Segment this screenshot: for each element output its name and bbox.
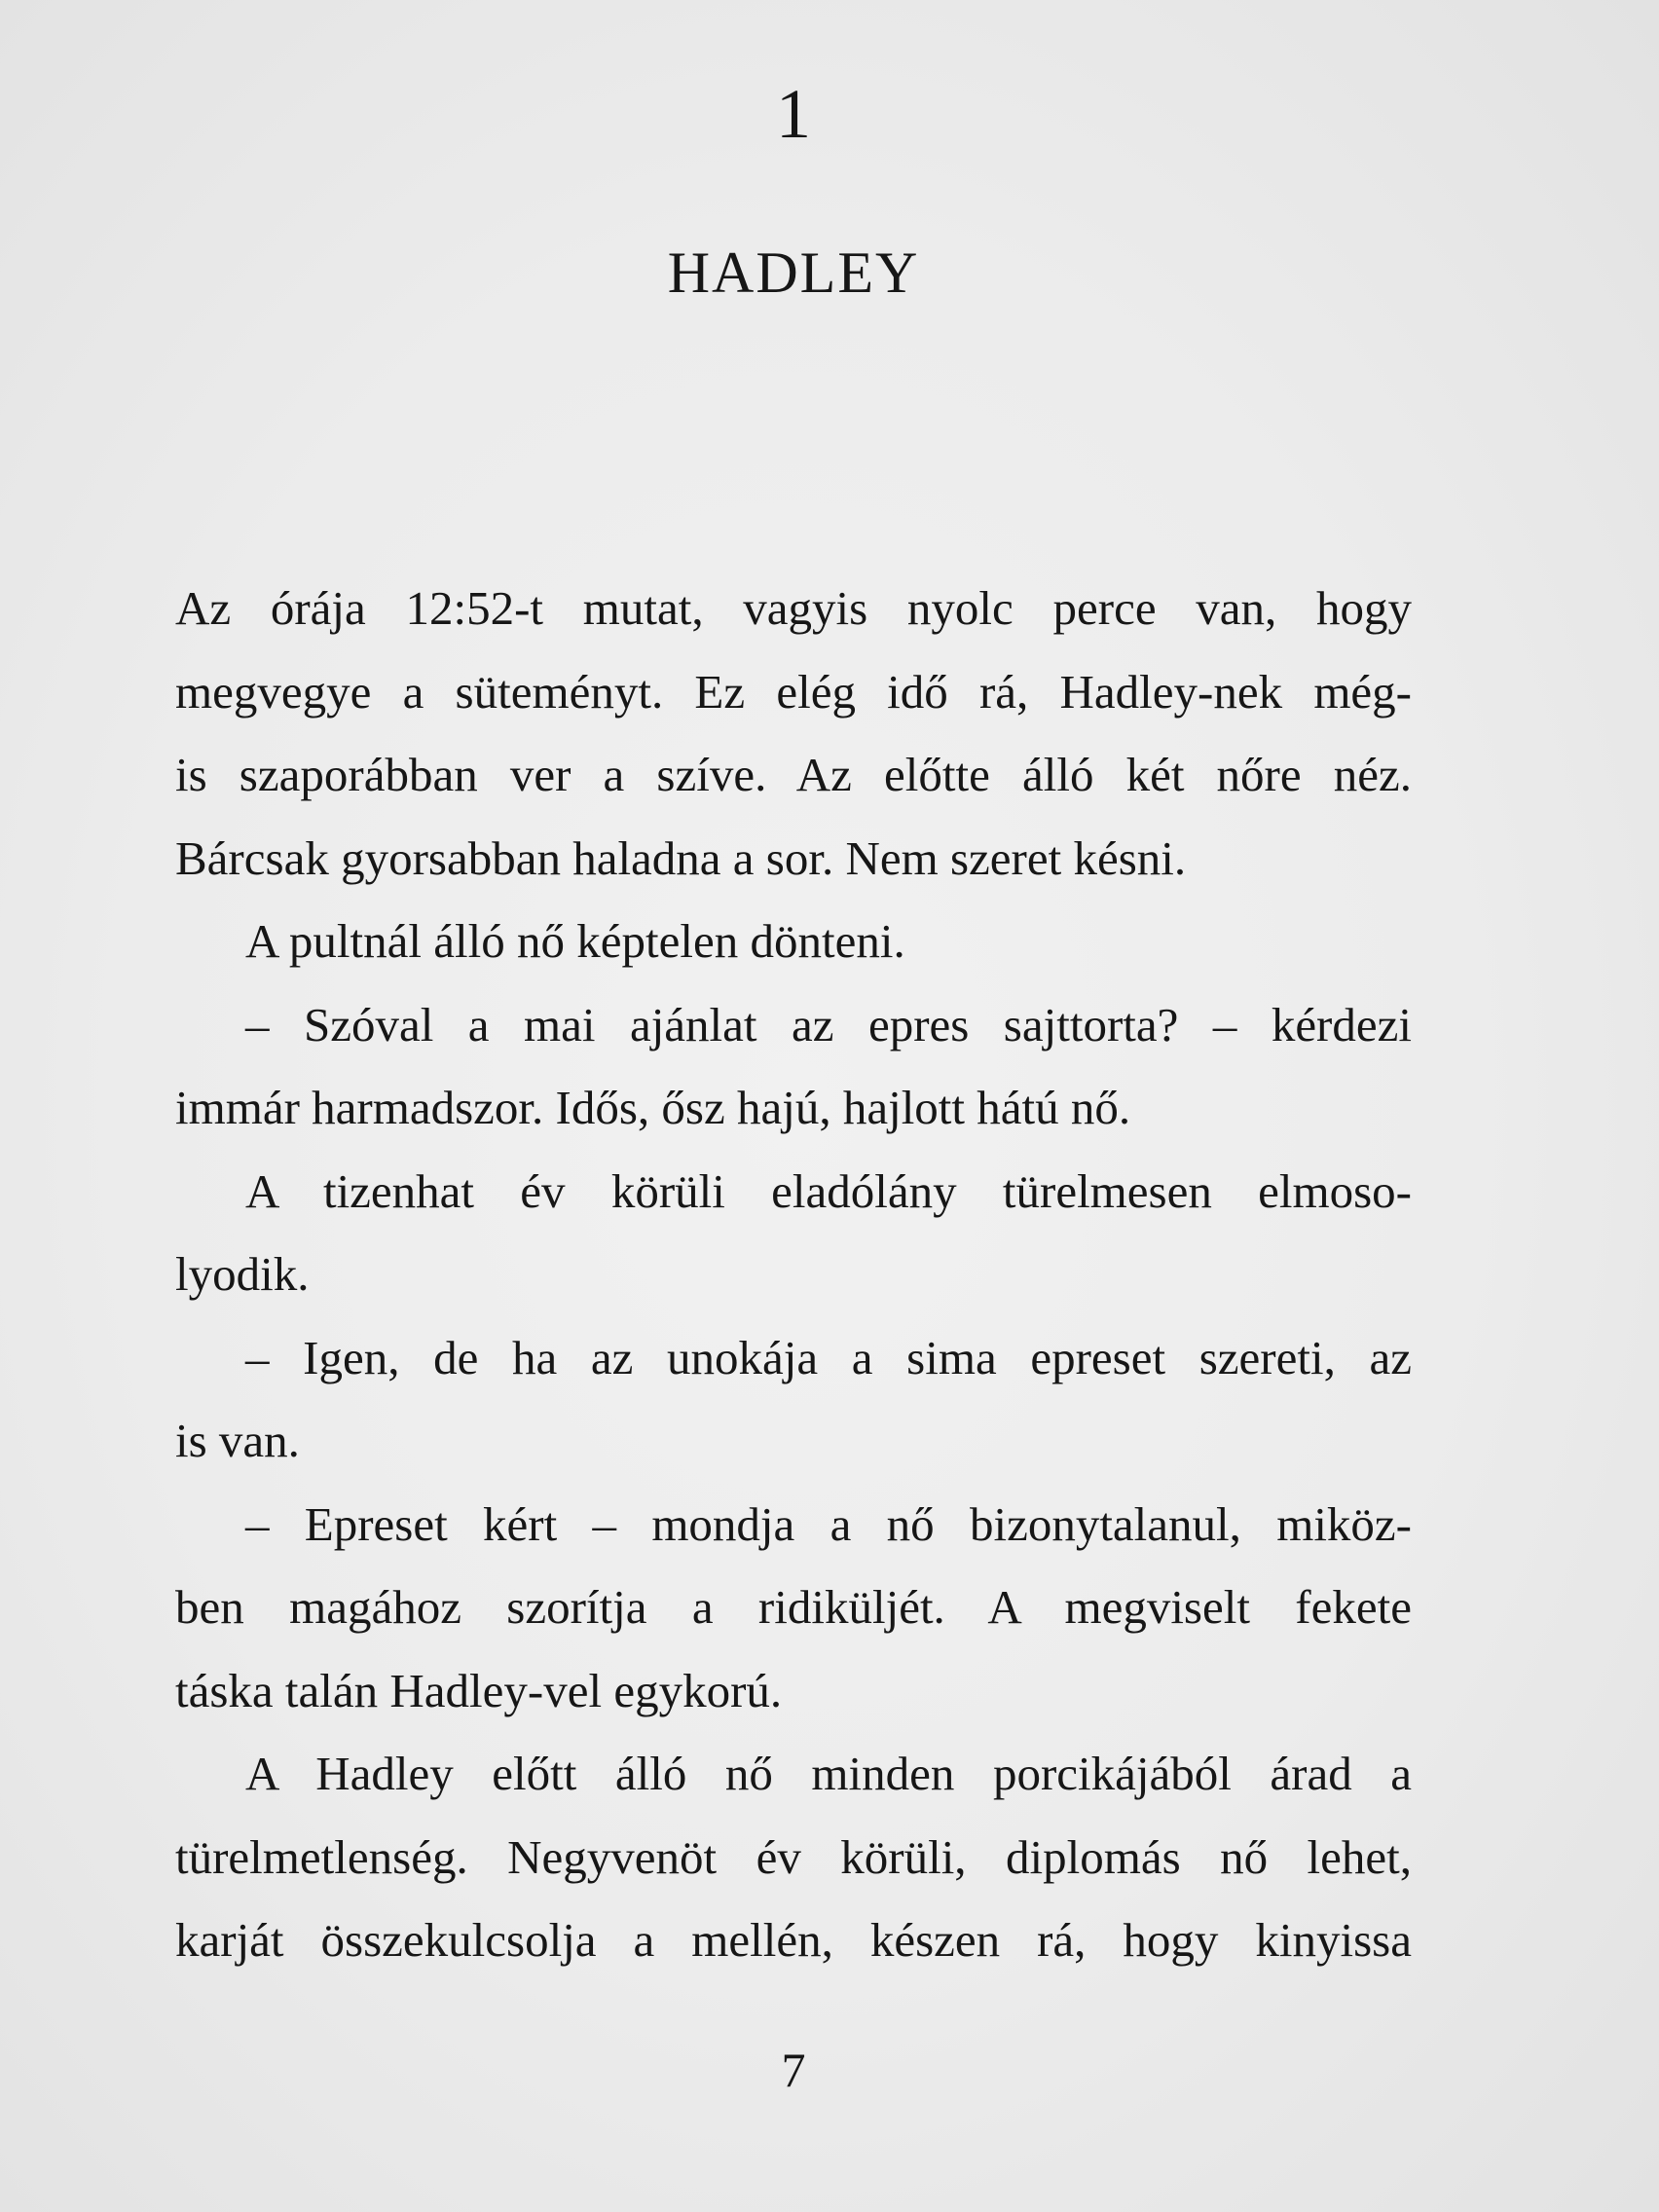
text-line: is van. — [175, 1414, 300, 1467]
text-line: megvegye a süteményt. Ez elég idő rá, Hadley-nek még- — [175, 664, 1412, 719]
text-line: immár harmadszor. Idős, ősz hajú, hajlott hátú nő. — [175, 1081, 1131, 1134]
text-line: ben magához szorítja a ridiküljét. A megviselt fekete — [175, 1580, 1412, 1634]
page-number: 7 — [781, 2043, 806, 2097]
chapter-title: HADLEY — [667, 240, 920, 305]
text-line: is szaporábban ver a szíve. Az előtte álló két nőre néz. — [175, 748, 1412, 801]
text-line: A Hadley előtt álló nő minden porcikájából árad a — [245, 1747, 1412, 1800]
text-line: lyodik. — [175, 1247, 310, 1301]
text-line: türelmetlenség. Negyvenöt év körüli, diplomás nő lehet, — [175, 1829, 1412, 1884]
text-line: Az órája 12:52-t mutat, vagyis nyolc perce van, hogy — [175, 581, 1412, 635]
text-line: A tizenhat év körüli eladólány türelmesen elmoso- — [245, 1163, 1412, 1218]
body-text — [175, 567, 1412, 1982]
text-line: táska talán Hadley-vel egykorú. — [175, 1663, 783, 1717]
chapter-number: 1 — [776, 75, 811, 153]
text-line: A pultnál álló nő képtelen dönteni. — [245, 914, 905, 968]
text-line: karját összekulcsolja a mellén, készen rá, hogy kinyissa — [175, 1913, 1412, 1967]
text-line: – Epreset kért – mondja a nő bizonytalanul, miköz- — [245, 1496, 1412, 1551]
text-line: – Szóval a mai ajánlat az epres sajttorta? – kérdezi — [245, 997, 1412, 1051]
text-line: – Igen, de ha az unokája a sima epreset szereti, az — [245, 1330, 1412, 1384]
text-line: Bárcsak gyorsabban haladna a sor. Nem szeret késni. — [175, 830, 1187, 885]
